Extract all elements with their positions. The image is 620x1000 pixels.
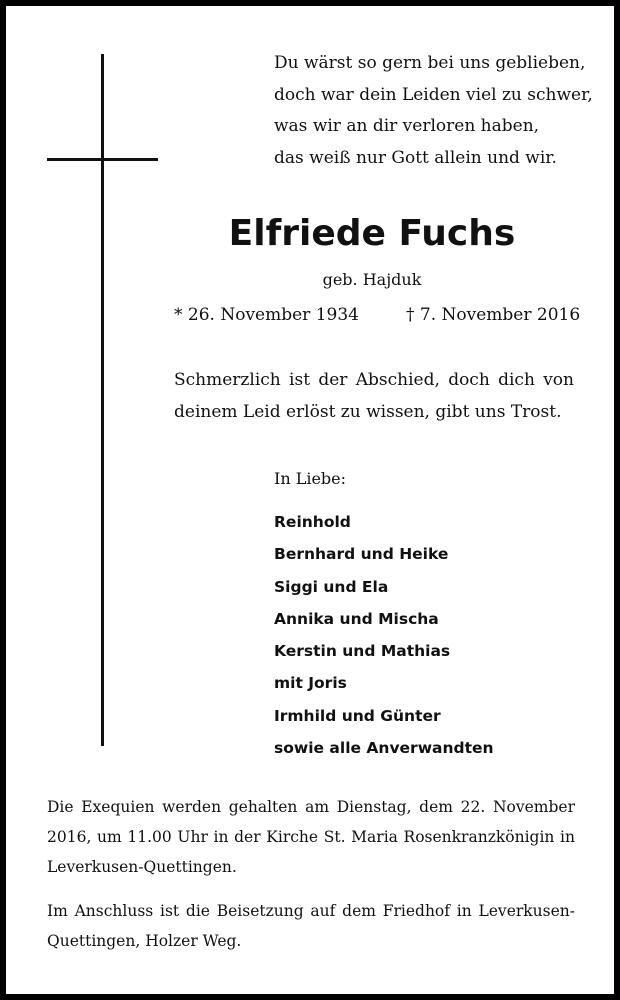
mourner-name: Kerstin und Mathias [274,642,451,661]
death-date: † 7. November 2016 [406,305,581,325]
maiden-name: geb. Hajduk [322,270,422,289]
deceased-name: Elfriede Fuchs [228,213,516,254]
service-info: Die Exequien werden gehalten am Dienstag, dem 22. November 2016, um 11.00 Uhr in der Kirche St. Maria Rosenkranzkönigin in Leverkusen-Quettingen. [47,798,575,876]
poem [274,48,594,174]
poem-line: das weiß nur Gott allein und wir. [274,147,557,168]
mourner-name: Annika und Mischa [274,609,439,628]
mourner-name: Irmhild und Günter [274,706,441,725]
poem-line: was wir an dir verloren haben, [274,116,540,136]
poem-line: Du wärst so gern bei uns geblieben, [274,53,586,73]
mourner-name: Reinhold [274,513,351,531]
mourners-list [274,506,494,764]
birth-date: * 26. November 1934 [174,305,359,325]
mourner-name: Siggi und Ela [274,577,389,596]
mourner-name: Bernhard und Heike [274,545,449,564]
consolation-quote: Schmerzlich ist der Abschied, doch dich von deinem Leid erlöst zu wissen, gibt uns Trost. [174,370,574,422]
burial-info: Im Anschluss ist die Beisetzung auf dem Friedhof in Leverkusen-Quettingen, Holzer Weg. [47,902,575,950]
obituary-page [6,6,614,994]
in-love-label: In Liebe: [274,469,347,488]
poem-line: doch war dein Leiden viel zu schwer, [274,84,593,105]
cross-horizontal-bar [47,158,158,161]
mourner-name: mit Joris [274,674,347,693]
mourner-name: sowie alle Anverwandten [274,739,494,758]
